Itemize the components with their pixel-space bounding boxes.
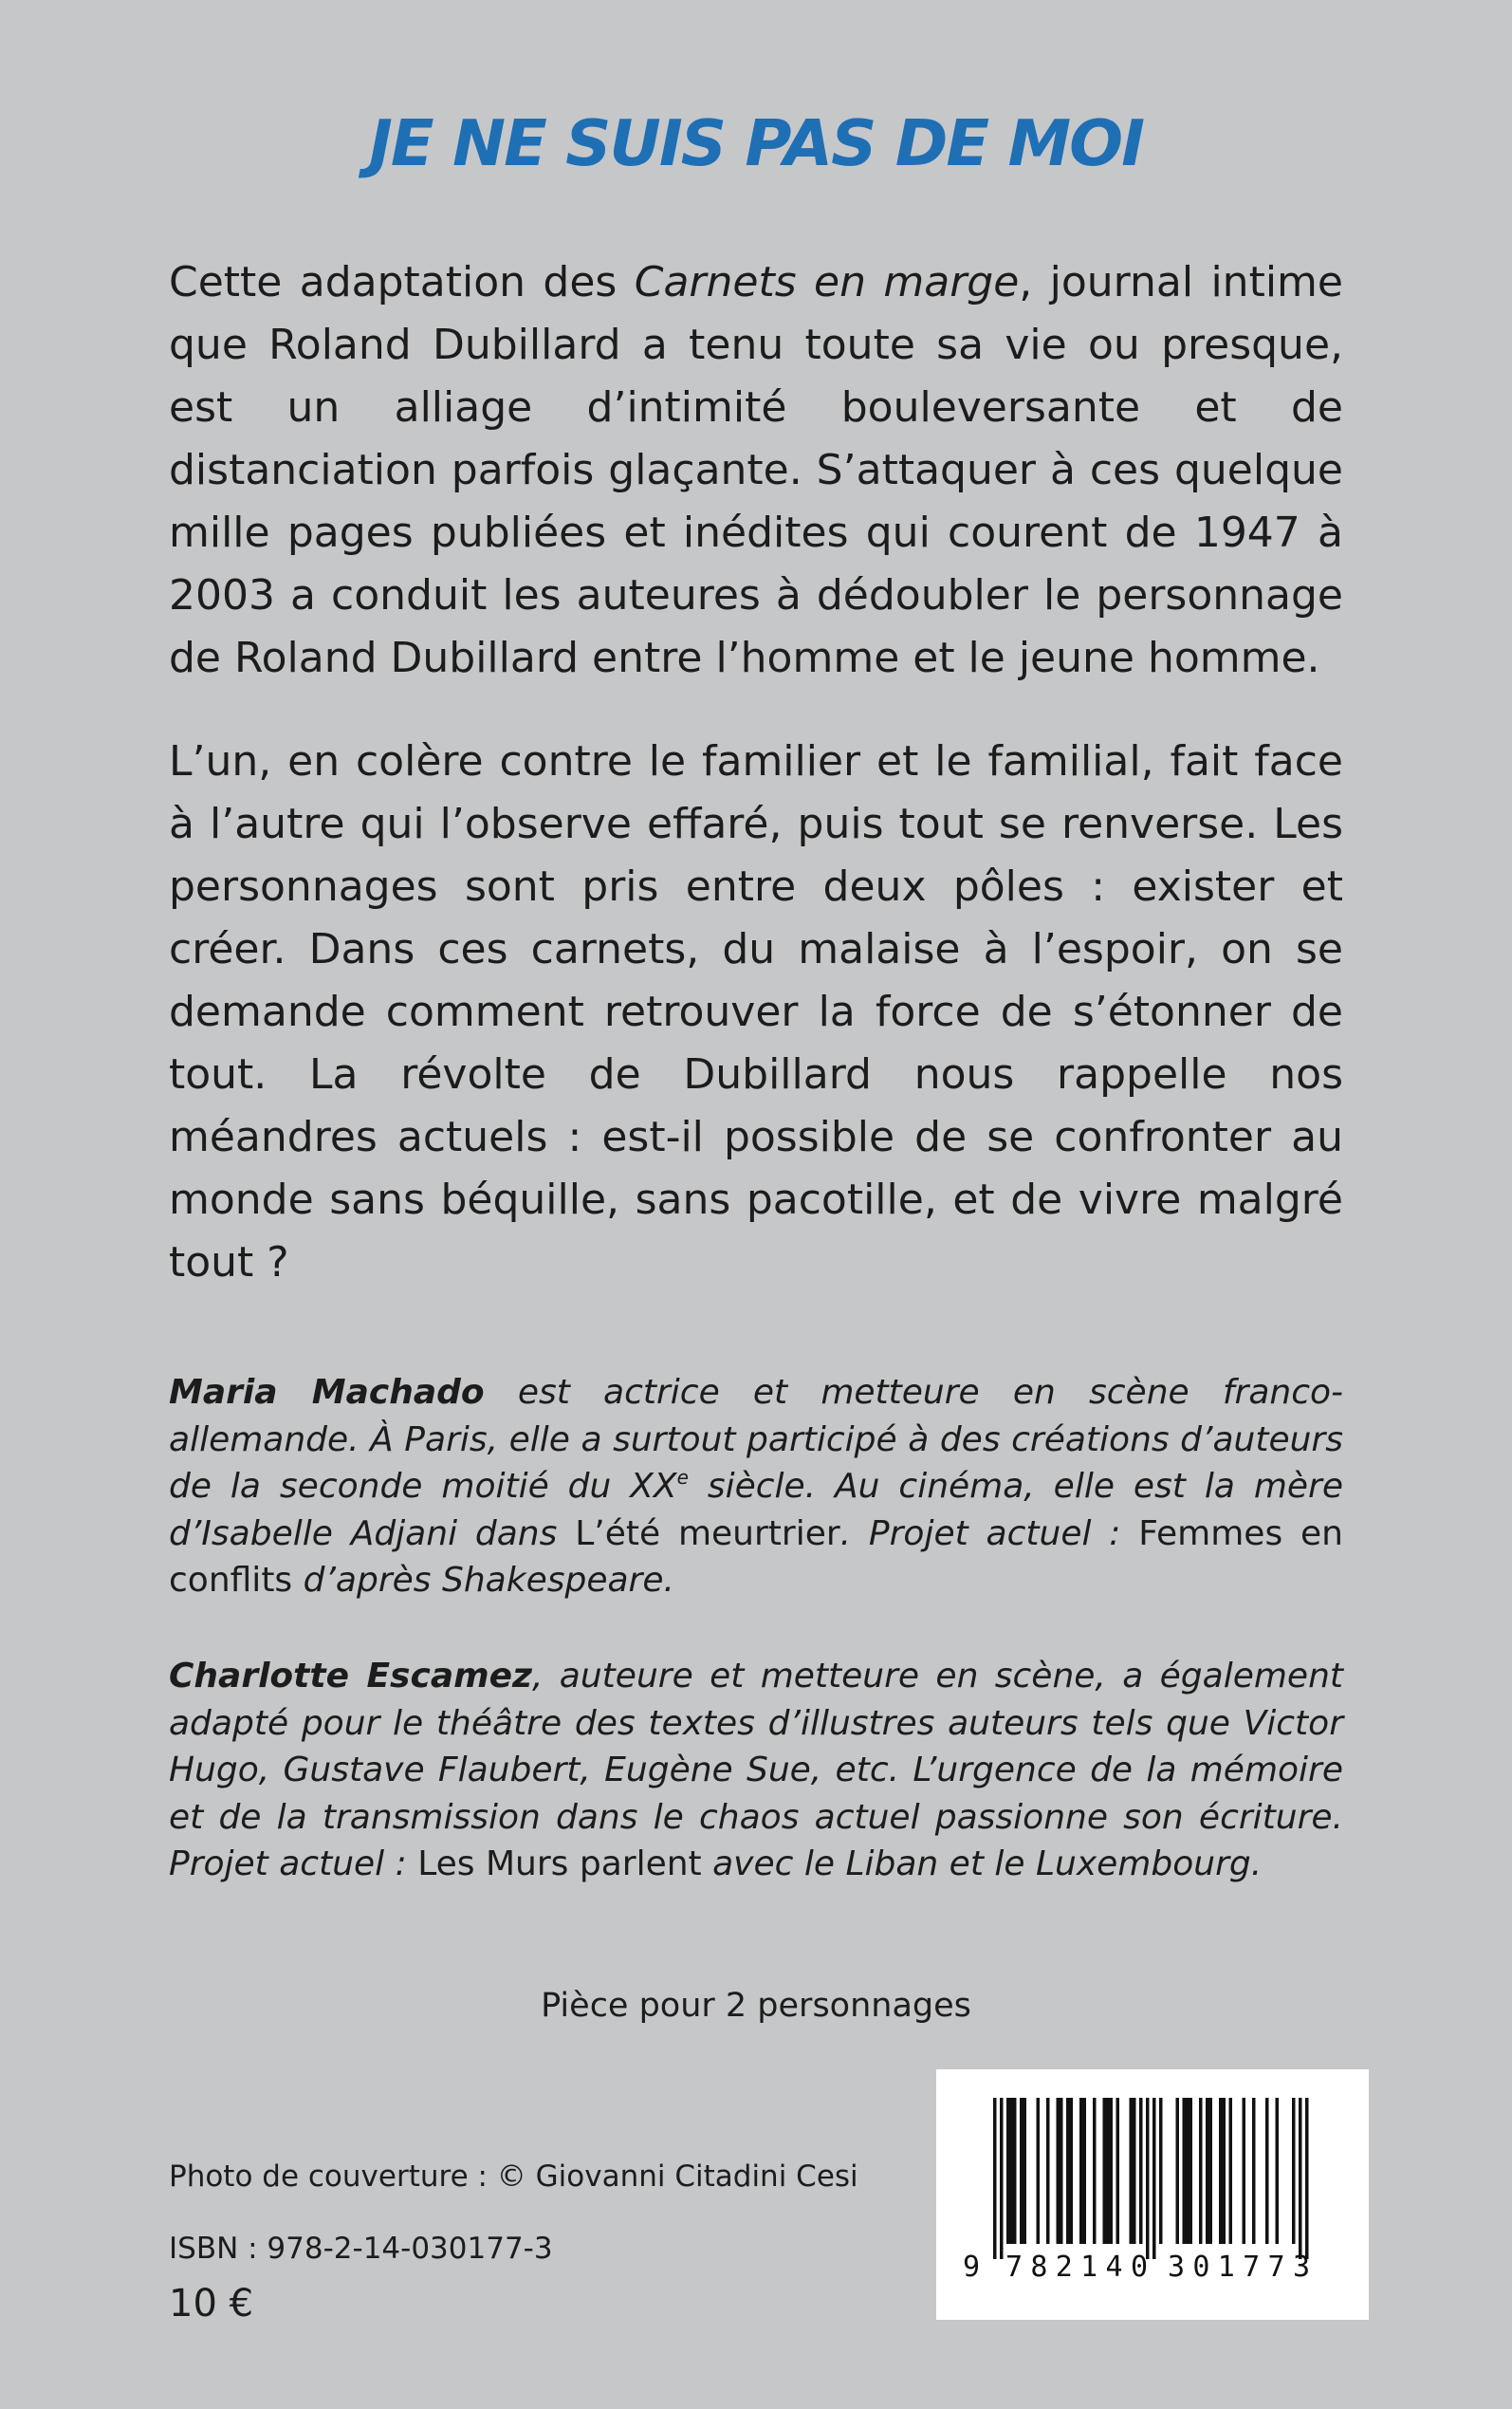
barcode-bar: [1010, 2098, 1014, 2244]
bio2-text-2: avec le Liban et le Luxembourg.: [701, 1844, 1263, 1883]
barcode-bar: [1276, 2098, 1280, 2244]
barcode-bar: [1152, 2098, 1156, 2259]
barcode-bar: [1265, 2098, 1269, 2244]
author-bio-maria-machado: [169, 1369, 1343, 1604]
barcode-bar: [1106, 2098, 1110, 2244]
barcode-bar: [1046, 2098, 1050, 2244]
bio2-name: Charlotte Escamez: [169, 1657, 532, 1696]
barcode-first-digit: 9: [963, 2251, 981, 2284]
barcode-bar: [1083, 2098, 1087, 2244]
p1-book-title: Carnets en marge: [634, 258, 1020, 306]
barcode-bar: [1189, 2098, 1193, 2244]
barcode-bar: [1229, 2098, 1233, 2244]
isbn: ISBN : 978-2-14-030177-3: [169, 2232, 553, 2266]
barcode-bar: [1159, 2098, 1163, 2244]
price: 10 €: [169, 2282, 254, 2326]
barcode-bar: [1000, 2098, 1004, 2259]
barcode-bar: [1223, 2098, 1226, 2244]
barcode-bar: [1116, 2098, 1120, 2244]
barcode-bar: [993, 2098, 997, 2259]
barcode-bar: [1093, 2098, 1097, 2244]
barcode-bar: [1103, 2098, 1107, 2244]
barcode-bar: [1219, 2098, 1223, 2244]
barcode-bar: [1299, 2098, 1302, 2259]
barcode-bar: [1023, 2098, 1027, 2244]
p1-text-after: , journal intime que Roland Dubillard a tenu toute sa vie ou presque, est un alliage d’intimité bouleversante et de distanciation parfois glaçante. S’attaquer à ces quelque mille pages publiées et inédites qui courent de 1947 à 2003 a conduit les auteures à dédoubler le personnage de Roland Dubillard entre l’homme et le jeune homme.: [169, 258, 1343, 682]
barcode-bars: [993, 2098, 1309, 2259]
barcode-bar: [1305, 2098, 1309, 2259]
barcode-bar: [1206, 2098, 1209, 2244]
barcode-bar: [1037, 2098, 1041, 2244]
barcode-bar: [1243, 2098, 1246, 2244]
barcode: [936, 2069, 1369, 2320]
bio1-text-3: . Projet actuel :: [839, 1513, 1139, 1553]
bio1-project: Femmes en conflits: [169, 1513, 1343, 1600]
barcode-bar: [1006, 2098, 1010, 2244]
barcode-bar: [1110, 2098, 1114, 2244]
bio1-superscript: e: [676, 1466, 689, 1489]
barcode-graphic: [936, 2069, 1369, 2320]
barcode-bar: [1066, 2098, 1070, 2244]
barcode-bar: [1199, 2098, 1203, 2244]
barcode-bar: [1057, 2098, 1060, 2244]
bio1-text-1: est actrice et metteure en scène franco-allemande. À Paris, elle a surtout participé à des créations d’auteurs de la seconde moitié du XX: [169, 1373, 1344, 1506]
bio1-text-4: d’après Shakespeare.: [292, 1561, 674, 1600]
barcode-bar: [1146, 2098, 1150, 2259]
bio2-project: Les Murs parlent: [417, 1844, 702, 1883]
barcode-bar: [1176, 2098, 1180, 2244]
summary-paragraph-2: [169, 731, 1343, 1294]
barcode-bar: [1186, 2098, 1189, 2244]
barcode-bar: [1133, 2098, 1136, 2244]
bio2-text-1: , auteure et metteure en scène, a également adapté pour le théâtre des textes d’illustres auteurs tels que Victor Hugo, Gustave Flaubert, Eugène Sue, etc. L’urgence de la mémoire et de la transmission dans le chaos actuel passionne son écriture. Projet actuel :: [169, 1657, 1343, 1883]
barcode-bar: [1183, 2098, 1187, 2244]
bio1-name: Maria Machado: [169, 1373, 485, 1412]
summary-paragraph-1: [169, 251, 1343, 690]
p1-text-before: Cette adaptation des: [169, 258, 635, 306]
page-title: JE NE SUIS PAS DE MOI: [368, 106, 1143, 180]
author-bio-charlotte-escamez: [169, 1653, 1343, 1888]
barcode-bar: [1079, 2098, 1083, 2244]
barcode-right-digits: 301773: [1168, 2251, 1310, 2284]
barcode-bar: [1139, 2098, 1143, 2244]
barcode-bar: [1013, 2098, 1017, 2244]
barcode-bar: [1020, 2098, 1023, 2244]
barcode-bar: [1060, 2098, 1063, 2244]
barcode-left-digits: 782140: [1005, 2251, 1148, 2284]
p2-text: L’un, en colère contre le familier et le familial, fait face à l’autre qui l’observe effaré, puis tout se renverse. Les personnages sont pris entre deux pôles : exister et créer. Dans ces carnets, du malaise à l’espoir, on se demande comment retrouver la force de s’étonner de tout. La révolte de Dubillard nous rappelle nos méandres actuels : est-il possible de se confronter au monde sans béquille, sans pacotille, et de vivre malgré tout ?: [169, 737, 1343, 1287]
barcode-bar: [1292, 2098, 1296, 2244]
barcode-bar: [1209, 2098, 1213, 2244]
bio1-film: L’été meurtrier: [575, 1513, 840, 1553]
bio1-text-2: siècle. Au cinéma, elle est la mère d’Isabelle Adjani dans: [169, 1467, 1343, 1553]
photo-credit: Photo de couverture : © Giovanni Citadini Cesi: [169, 2159, 858, 2194]
cast-note: Pièce pour 2 personnages: [541, 1987, 971, 2025]
barcode-bar: [1130, 2098, 1134, 2244]
barcode-bar: [1070, 2098, 1074, 2244]
barcode-bar: [1252, 2098, 1256, 2244]
